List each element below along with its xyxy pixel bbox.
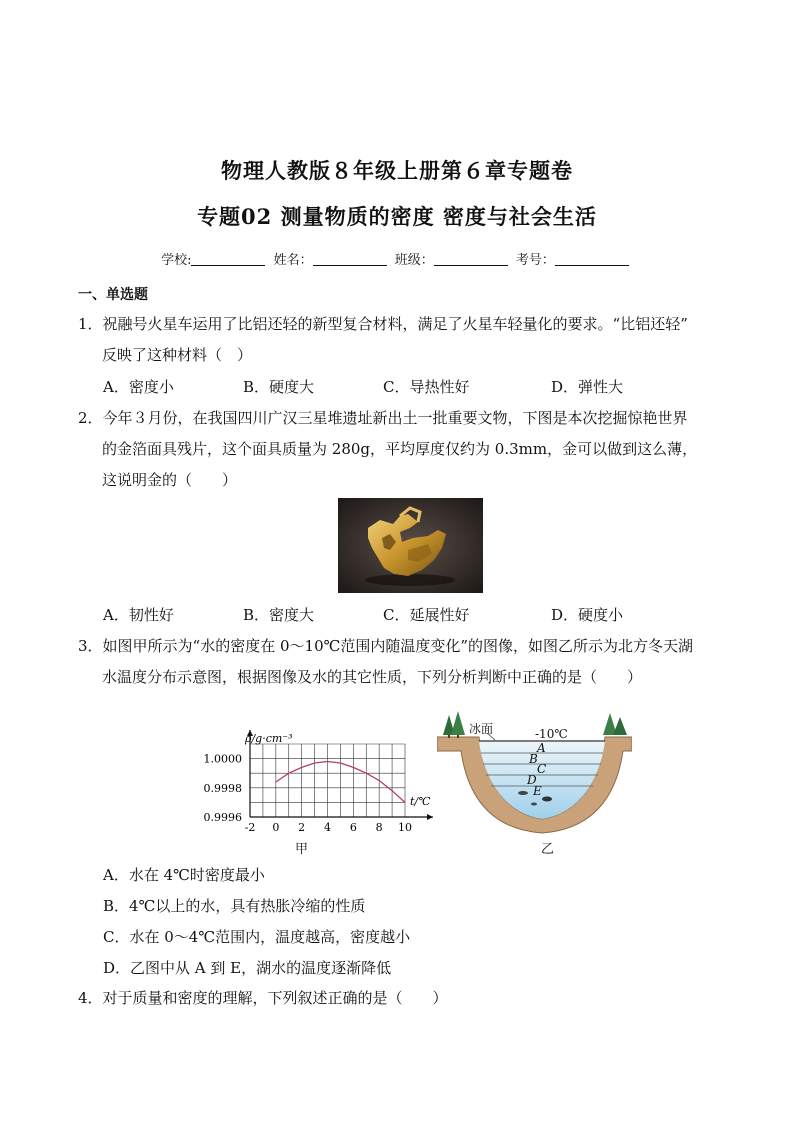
question-2-line1: 2．今年３月份，在我国四川广汉三星堆遗址新出土一批重要文物，下图是本次挖掘惊艳世界 [78, 409, 688, 427]
number-label: 考号： [515, 253, 555, 268]
q3-option-a[interactable]: A．水在 4℃时密度最小 [103, 866, 265, 884]
x-tick-label: 4 [324, 821, 331, 834]
q2-option-b[interactable]: B．密度大 [243, 606, 315, 624]
doc-subtitle: 专题02 测量物质的密度 密度与社会生活 [197, 204, 597, 229]
question-4 [78, 983, 448, 1014]
student-info-line [0, 249, 794, 268]
class-blank[interactable] [434, 253, 508, 266]
x-tick-label: 10 [398, 821, 412, 834]
question-2-line2: 的金箔面具残片，这个面具质量为 280g，平均厚度仅约为 0.3mm，金可以做到这么薄， [102, 440, 698, 458]
name-label: 姓名： [273, 253, 313, 268]
y-tick-label: 0.9996 [203, 811, 242, 824]
school-label: 学校: [161, 253, 192, 268]
class-label: 班级： [394, 253, 434, 268]
question-2-line3: 这说明金的（ ） [102, 471, 238, 489]
q2-option-d[interactable]: D．硬度小 [551, 606, 624, 624]
question-1 [78, 309, 688, 371]
question-2 [78, 403, 697, 496]
gold-mask-photo [338, 498, 483, 593]
x-tick-label: 6 [349, 821, 357, 834]
q2-option-c[interactable]: C．延展性好 [383, 606, 470, 624]
y-tick-label: 0.9998 [203, 781, 242, 795]
q2-option-a[interactable]: A．韧性好 [103, 606, 174, 624]
q1-option-a[interactable]: A．密度小 [103, 378, 174, 396]
layer-a-label: A [537, 741, 546, 755]
q1-option-b[interactable]: B．硬度大 [243, 378, 315, 396]
q3-option-d[interactable]: D．乙图中从 A 到 E，湖水的温度逐渐降低 [103, 959, 392, 977]
section-title: 一、单选题 [78, 287, 148, 303]
figure-jia-caption: 甲 [295, 842, 309, 857]
density-chart [185, 722, 440, 857]
air-temp-label: -10℃ [535, 727, 568, 741]
x-tick-label: 8 [375, 821, 383, 834]
q3-option-b[interactable]: B．4℃以上的水，具有热胀冷缩的性质 [103, 897, 366, 915]
doc-title: 物理人教版８年级上册第６章专题卷 [221, 158, 573, 183]
figure-yi-caption: 乙 [541, 842, 555, 857]
ice-surface-label: 冰面 [469, 722, 494, 736]
layer-b-label: B [529, 752, 538, 766]
layer-c-label: C [537, 762, 547, 776]
question-3-line1: 3．如图甲所示为“水的密度在 0～10℃范围内随温度变化”的图像，如图乙所示为北方冬天湖 [78, 637, 694, 655]
y-tick-label: 1.0000 [203, 752, 242, 766]
question-1-line2: 反映了这种材料（ ） [102, 346, 253, 364]
x-tick-label: 0 [272, 821, 280, 834]
q1-option-c[interactable]: C．导热性好 [383, 378, 470, 396]
school-blank[interactable] [191, 253, 265, 266]
question-4-line1: 4．对于质量和密度的理解，下列叙述正确的是（ ） [78, 989, 448, 1007]
q1-option-d[interactable]: D．弹性大 [551, 378, 624, 396]
chart-xlabel: t/℃ [410, 795, 431, 808]
name-blank[interactable] [313, 253, 387, 266]
layer-e-label: E [533, 784, 542, 798]
x-tick-label: -2 [244, 821, 256, 834]
x-tick-label: 2 [298, 821, 306, 834]
question-3 [78, 631, 693, 693]
number-blank[interactable] [555, 253, 629, 266]
x-axis-arrow [427, 814, 433, 820]
chart-ylabel: ρ/g·cm⁻³ [245, 732, 293, 745]
q3-option-c[interactable]: C．水在 0～4℃范围内，温度越高，密度越小 [103, 928, 411, 946]
question-3-line2: 水温度分布示意图，根据图像及水的其它性质，下列分析判断中正确的是（ ） [102, 668, 643, 686]
question-1-line1: 1．祝融号火星车运用了比铝还轻的新型复合材料，满足了火星车轻量化的要求。“比铝还轻” [78, 315, 688, 333]
lake-diagram [437, 707, 632, 857]
layer-d-label: D [527, 773, 537, 787]
density-chart-svg [185, 722, 440, 857]
